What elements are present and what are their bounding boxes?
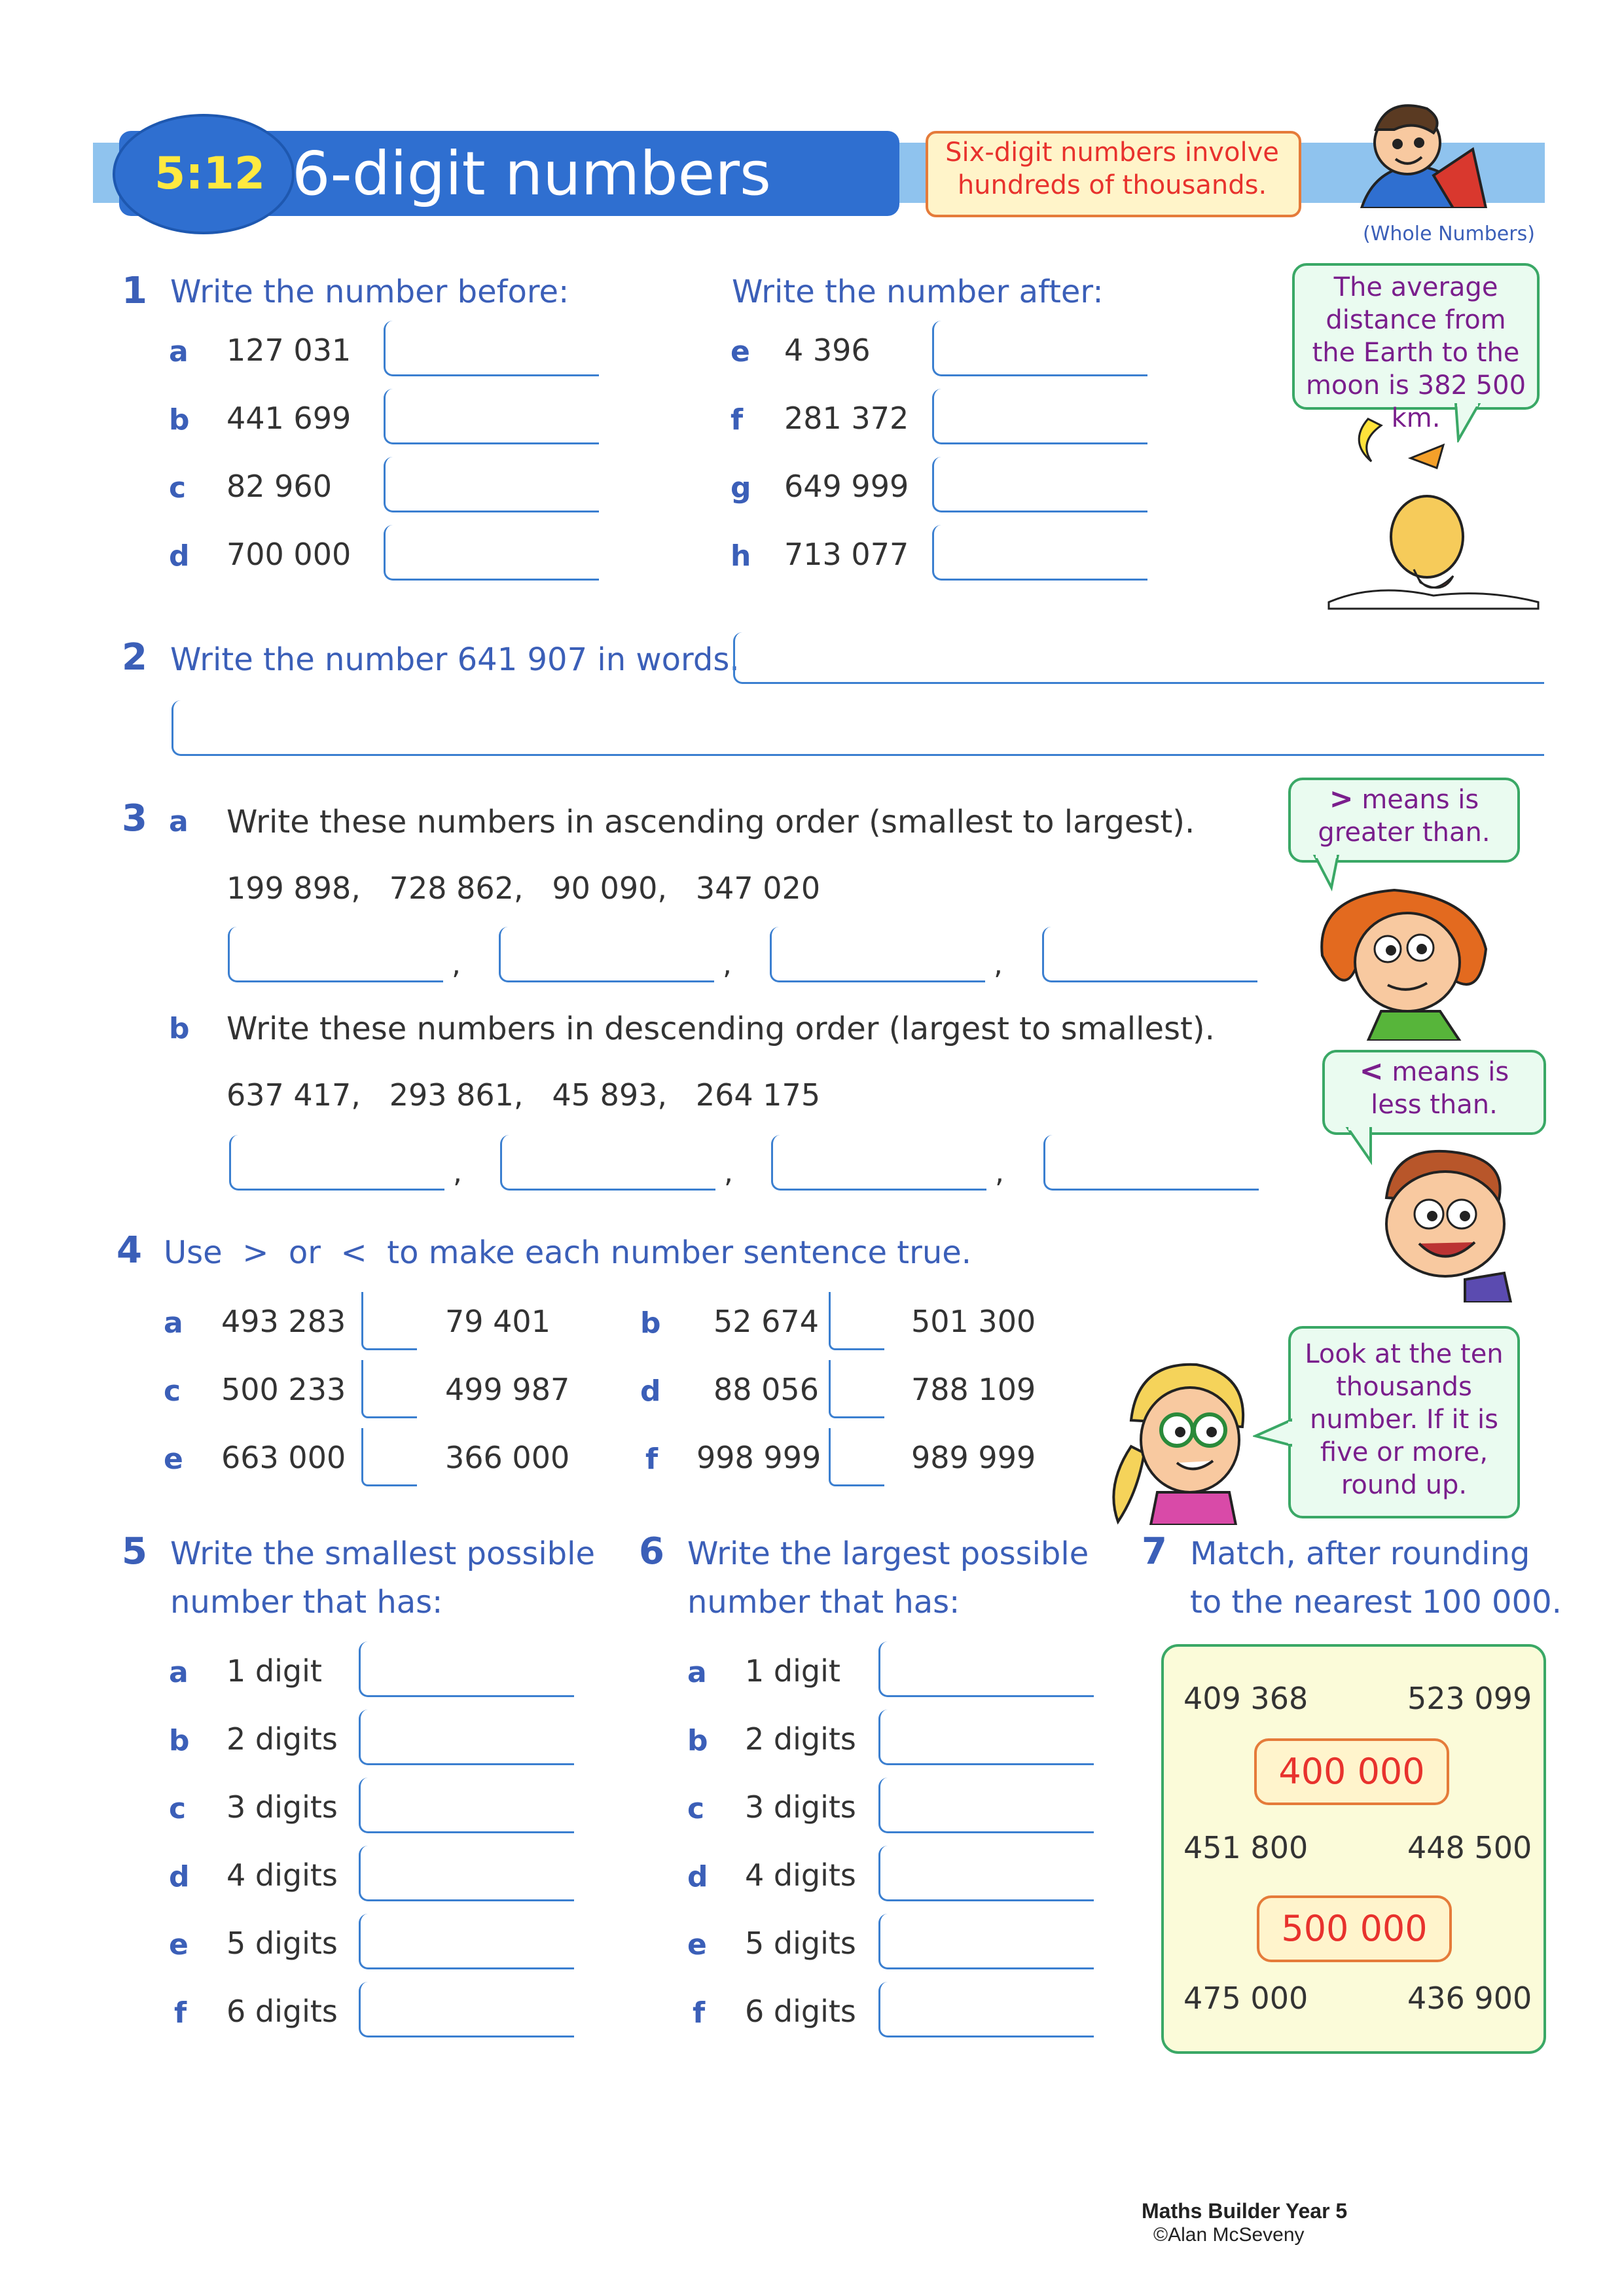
q5-answer-b[interactable] <box>359 1710 574 1765</box>
q5-label-e: e <box>169 1928 189 1962</box>
q1-answer-a[interactable] <box>384 321 599 376</box>
q6-prompt-line-1: Write the largest possible <box>687 1535 1089 1572</box>
q1-label-g: g <box>731 471 751 505</box>
q1-answer-e[interactable] <box>932 321 1147 376</box>
target-500000[interactable] <box>1257 1895 1452 1962</box>
q4-right-a: 79 401 <box>445 1304 550 1339</box>
q5-text-d: 4 digits <box>226 1857 338 1893</box>
footer-book-title: Maths Builder Year 5 <box>1142 2199 1348 2223</box>
q6-text-a: 1 digit <box>745 1653 840 1689</box>
greater-than-symbol: > <box>1329 782 1354 816</box>
q1-value-a: 127 031 <box>226 332 352 368</box>
q1-value-f: 281 372 <box>784 401 909 436</box>
page-title: 6-digit numbers <box>292 139 771 209</box>
q6-answer-b[interactable] <box>878 1710 1094 1765</box>
q3b-numbers: 637 417, 293 861, 45 893, 264 175 <box>226 1077 821 1113</box>
q5-text-f: 6 digits <box>226 1994 338 2029</box>
q3b-answer-2[interactable] <box>500 1135 715 1191</box>
q3a-numbers: 199 898, 728 862, 90 090, 347 020 <box>226 870 821 906</box>
question-5-number: 5 <box>122 1530 147 1573</box>
footer-author: ©Alan McSeveny <box>1153 2224 1305 2246</box>
q1-label-a: a <box>169 335 189 368</box>
q4-left-f: 998 999 <box>696 1440 821 1475</box>
match-number-6[interactable]: 436 900 <box>1407 1981 1532 2016</box>
q3b-answer-4[interactable] <box>1043 1135 1259 1191</box>
rounding-tip-text: Look at the ten thousands number. If it is five or more, round up. <box>1305 1339 1504 1500</box>
q5-text-b: 2 digits <box>226 1721 338 1757</box>
match-number-3[interactable]: 451 800 <box>1183 1830 1308 1865</box>
q6-answer-c[interactable] <box>878 1778 1094 1833</box>
q4-left-d: 88 056 <box>713 1372 819 1407</box>
q5-answer-c[interactable] <box>359 1778 574 1833</box>
q6-answer-a[interactable] <box>878 1641 1094 1697</box>
q1-value-d: 700 000 <box>226 537 352 572</box>
q3a-prompt: Write these numbers in ascending order (smallest to largest). <box>226 804 1195 840</box>
q1-label-h: h <box>731 539 751 573</box>
q3b-comma-1: , <box>453 1156 462 1189</box>
boy-illustration <box>1367 1139 1524 1302</box>
q4-symbol-box-b[interactable] <box>829 1292 884 1350</box>
question-6-number: 6 <box>639 1530 664 1573</box>
q6-label-d: d <box>687 1860 708 1893</box>
q5-answer-e[interactable] <box>359 1914 574 1969</box>
q1-answer-f[interactable] <box>932 389 1147 444</box>
q5-text-c: 3 digits <box>226 1789 338 1825</box>
q1-value-c: 82 960 <box>226 469 332 504</box>
q4-symbol-box-a[interactable] <box>361 1292 417 1350</box>
question-3-number: 3 <box>122 797 147 840</box>
target-500000-label: 500 000 <box>1281 1908 1428 1949</box>
q3b-comma-3: , <box>995 1156 1004 1189</box>
q6-label-e: e <box>687 1928 707 1962</box>
q7-prompt-line-1: Match, after rounding <box>1190 1535 1530 1572</box>
match-number-5[interactable]: 475 000 <box>1183 1981 1308 2016</box>
q2-answer-line-2[interactable] <box>171 700 1544 756</box>
q3a-answer-1[interactable] <box>228 927 443 982</box>
q4-right-b: 501 300 <box>911 1304 1036 1339</box>
q5-label-f: f <box>174 1996 187 2030</box>
q5-text-a: 1 digit <box>226 1653 322 1689</box>
q4-symbol-box-c[interactable] <box>361 1360 417 1418</box>
q1-label-e: e <box>731 335 750 368</box>
q5-label-c: c <box>169 1792 187 1825</box>
q4-right-c: 499 987 <box>445 1372 570 1407</box>
q6-prompt-line-2: number that has: <box>687 1584 960 1621</box>
q1-answer-g[interactable] <box>932 457 1147 512</box>
q4-left-e: 663 000 <box>221 1440 346 1475</box>
q7-prompt-line-2: to the nearest 100 000. <box>1190 1584 1562 1621</box>
q6-answer-e[interactable] <box>878 1914 1094 1969</box>
q1-answer-b[interactable] <box>384 389 599 444</box>
q6-text-c: 3 digits <box>745 1789 856 1825</box>
tip-text: Six-digit numbers involve hundreds of thousands. <box>945 137 1279 200</box>
moon-fact-text: The average distance from the Earth to the moon is 382 500 km. <box>1305 272 1526 433</box>
q5-answer-a[interactable] <box>359 1641 574 1697</box>
moon-fact-bubble <box>1292 263 1540 433</box>
blonde-girl-illustration <box>1105 1355 1262 1525</box>
q4-symbol-box-e[interactable] <box>361 1428 417 1486</box>
q1-value-g: 649 999 <box>784 469 909 504</box>
q4-right-d: 788 109 <box>911 1372 1036 1407</box>
question-7-number: 7 <box>1142 1530 1167 1573</box>
q2-answer-line-1[interactable] <box>733 632 1544 684</box>
q5-prompt-line-1: Write the smallest possible <box>170 1535 596 1572</box>
q5-label-d: d <box>169 1860 190 1893</box>
q3a-answer-3[interactable] <box>770 927 985 982</box>
q3-label-b: b <box>169 1012 190 1045</box>
q4-label-e: e <box>164 1443 183 1476</box>
q6-label-a: a <box>687 1656 707 1689</box>
q5-text-e: 5 digits <box>226 1926 338 1961</box>
q3a-answer-2[interactable] <box>499 927 714 982</box>
q3a-answer-4[interactable] <box>1042 927 1257 982</box>
q1-after-prompt: Write the number after: <box>732 274 1104 310</box>
rounding-tip-bubble <box>1288 1326 1520 1518</box>
lesson-number: 5:12 <box>154 148 266 200</box>
q1-before-prompt: Write the number before: <box>170 274 569 310</box>
q4-label-b: b <box>640 1306 661 1340</box>
strand-label: (Whole Numbers) <box>1363 223 1535 245</box>
less-than-bubble <box>1322 1050 1546 1135</box>
q4-left-a: 493 283 <box>221 1304 346 1339</box>
q4-label-c: c <box>164 1374 181 1408</box>
q6-text-e: 5 digits <box>745 1926 856 1961</box>
question-1-number: 1 <box>122 270 147 312</box>
greater-than-text: means is greater than. <box>1318 785 1490 848</box>
q4-left-c: 500 233 <box>221 1372 346 1407</box>
greater-than-bubble <box>1288 778 1520 863</box>
q1-value-e: 4 396 <box>784 332 871 368</box>
match-number-2[interactable]: 523 099 <box>1407 1681 1532 1716</box>
q5-prompt-line-2: number that has: <box>170 1584 443 1621</box>
question-4-number: 4 <box>117 1229 142 1272</box>
q3b-answer-1[interactable] <box>229 1135 444 1191</box>
q5-answer-d[interactable] <box>359 1846 574 1901</box>
q1-label-d: d <box>169 539 190 573</box>
q6-label-c: c <box>687 1792 705 1825</box>
q4-left-b: 52 674 <box>713 1304 819 1339</box>
question-2-number: 2 <box>122 636 147 679</box>
match-number-4[interactable]: 448 500 <box>1407 1830 1532 1865</box>
q1-label-f: f <box>731 403 744 437</box>
q6-text-b: 2 digits <box>745 1721 856 1757</box>
q4-label-a: a <box>164 1306 183 1340</box>
q4-prompt: Use > or < to make each number sentence true. <box>164 1234 972 1271</box>
q4-symbol-box-d[interactable] <box>829 1360 884 1418</box>
q1-label-c: c <box>169 471 187 505</box>
superhero-mascot-illustration <box>1335 97 1492 208</box>
less-than-text: means is less than. <box>1371 1057 1509 1120</box>
q4-label-d: d <box>640 1374 661 1408</box>
q1-label-b: b <box>169 403 190 437</box>
q4-symbol-box-f[interactable] <box>829 1428 884 1486</box>
target-400000[interactable] <box>1254 1738 1449 1805</box>
q1-value-h: 713 077 <box>784 537 909 572</box>
q5-label-b: b <box>169 1724 190 1757</box>
q6-label-b: b <box>687 1724 708 1757</box>
q4-right-f: 989 999 <box>911 1440 1036 1475</box>
less-than-symbol: < <box>1359 1054 1384 1088</box>
q6-answer-d[interactable] <box>878 1846 1094 1901</box>
moon-landing-illustration <box>1322 406 1545 615</box>
q1-answer-c[interactable] <box>384 457 599 512</box>
red-haired-girl-illustration <box>1309 877 1519 1041</box>
q5-answer-f[interactable] <box>359 1982 574 2037</box>
q3b-prompt: Write these numbers in descending order (largest to smallest). <box>226 1011 1215 1047</box>
q3b-answer-3[interactable] <box>771 1135 986 1191</box>
q6-label-f: f <box>693 1996 706 2030</box>
q6-text-d: 4 digits <box>745 1857 856 1893</box>
q2-prompt: Write the number 641 907 in words. <box>170 641 740 678</box>
q3a-comma-2: , <box>723 948 732 981</box>
q6-answer-f[interactable] <box>878 1982 1094 2037</box>
q1-value-b: 441 699 <box>226 401 352 436</box>
q3a-comma-3: , <box>994 948 1003 981</box>
q5-label-a: a <box>169 1656 189 1689</box>
q3b-comma-2: , <box>724 1156 733 1189</box>
q4-label-f: f <box>645 1443 659 1476</box>
q6-text-f: 6 digits <box>745 1994 856 2029</box>
q3a-comma-1: , <box>452 948 461 981</box>
q1-answer-d[interactable] <box>384 525 599 581</box>
q3-label-a: a <box>169 805 189 838</box>
q1-answer-h[interactable] <box>932 525 1147 581</box>
q4-right-e: 366 000 <box>445 1440 570 1475</box>
target-400000-label: 400 000 <box>1278 1751 1425 1792</box>
match-number-1[interactable]: 409 368 <box>1183 1681 1308 1716</box>
